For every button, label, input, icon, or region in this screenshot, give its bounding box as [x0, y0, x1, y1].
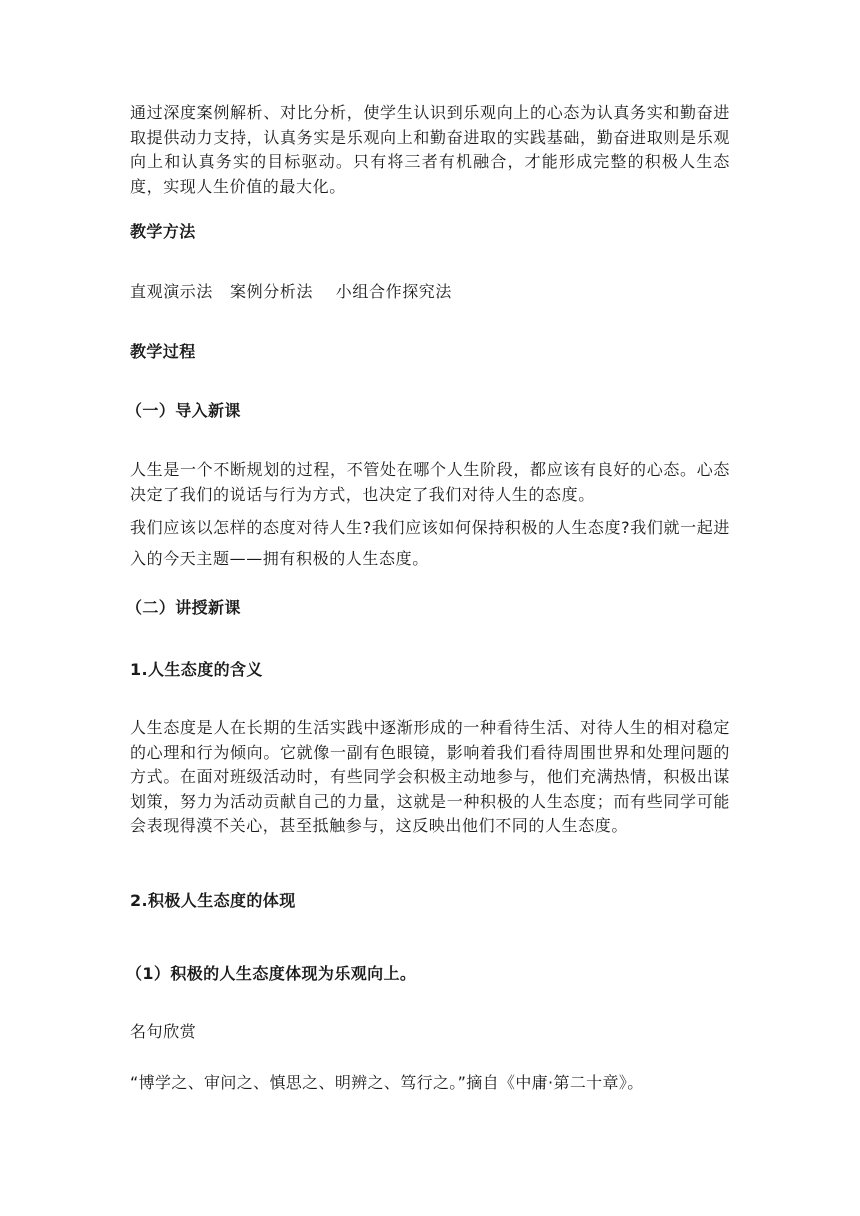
point-1-paragraph: 人生态度是人在长期的生活实践中逐渐形成的一种看待生活、对待人生的相对稳定的心理和行为倾向。它就像一副有色眼镜，影响着我们看待周围世界和处理问题的方式。在面对班级活动时，有些同学会积极主动地参与，他们充满热情，积极出谋划策，努力为活动贡献自己的力量，这就是一种积极的人生态度；而有些同学可能会表现得漠不关心，甚至抵触参与，这反映出他们不同的人生态度。 — [130, 718, 730, 835]
section-new-lesson-heading: （二）讲授新课 — [126, 598, 241, 617]
teaching-methods-heading: 教学方法 — [130, 222, 196, 241]
teaching-methods-list: 直观演示法 案例分析法 小组合作探究法 — [130, 282, 453, 301]
sub-point-1-heading: （1）积极的人生态度体现为乐观向上。 — [126, 964, 417, 983]
point-2-heading: 2.积极人生态度的体现 — [130, 891, 296, 910]
teaching-process-heading: 教学过程 — [130, 342, 196, 361]
intro-paragraph: 通过深度案例解析、对比分析，使学生认识到乐观向上的心态为认真务实和勤奋进取提供动力支持，认真务实是乐观向上和勤奋进取的实践基础，勤奋进取则是乐观向上和认真务实的目标驱动。只有将三者有机融合，才能形成完整的积极人生态度，实现人生价值的最大化。 — [130, 103, 730, 196]
famous-quote-label: 名句欣赏 — [130, 1022, 197, 1041]
famous-quote: “博学之、审问之、慎思之、明辨之、笃行之。”摘自《中庸·第二十章》。 — [130, 1073, 644, 1092]
section-intro-paragraph-1: 人生是一个不断规划的过程，不管处在哪个人生阶段，都应该有良好的心态。心态决定了我们的说话与行为方式，也决定了我们对待人生的态度。 — [130, 460, 730, 504]
point-1-heading: 1.人生态度的含义 — [130, 660, 263, 679]
section-intro-heading: （一）导入新课 — [126, 401, 241, 420]
section-intro-paragraph-2: 我们应该以怎样的态度对待人生?我们应该如何保持积极的人生态度?我们就一起进入的今天主题——拥有积极的人生态度。 — [130, 518, 730, 568]
